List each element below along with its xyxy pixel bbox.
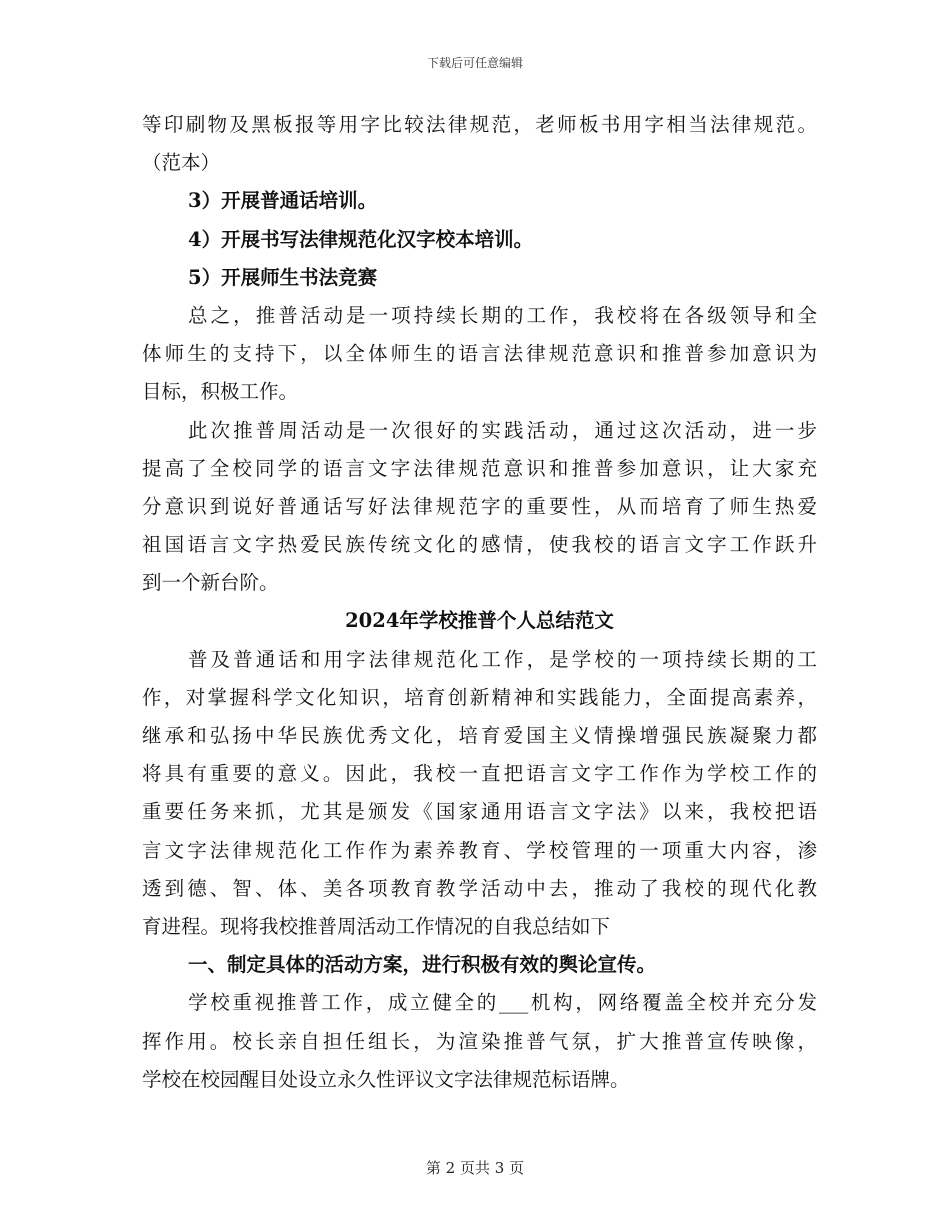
text-line: 提高了全校同学的语言文字法律规范意识和推普参加意识，让大家充 bbox=[142, 456, 817, 480]
page-header: 下载后可任意编辑 bbox=[426, 56, 523, 70]
text-line: 挥作用。校长亲自担任组长，为渲染推普气氛，扩大推普宣传映像， bbox=[142, 1029, 817, 1053]
text-line: 学校重视推普工作，成立健全的___机构，网络覆盖全校并充分发 bbox=[188, 991, 817, 1015]
text-line: 此次推普周活动是一次很好的实践活动，通过这次活动，进一步 bbox=[188, 418, 817, 442]
text-line: 学校在校园醒目处设立永久性评议文字法律规范标语牌。 bbox=[142, 1067, 630, 1091]
list-item: 3）开展普通话培训。 bbox=[188, 189, 378, 213]
text-line: 普及普通话和用字法律规范化工作，是学校的一项持续长期的工 bbox=[188, 647, 817, 671]
text-line: 总之，推普活动是一项持续长期的工作，我校将在各级领导和全 bbox=[188, 303, 817, 327]
text-line: 到一个新台阶。 bbox=[142, 571, 279, 595]
page-footer: 第 2 页共 3 页 bbox=[425, 1159, 525, 1177]
section-heading: 一、制定具体的活动方案，进行积极有效的舆论宣传。 bbox=[188, 953, 657, 977]
text-line: （范本） bbox=[142, 151, 221, 175]
text-line: 透到德、智、体、美各项教育教学活动中去，推动了我校的现代化教 bbox=[142, 876, 817, 900]
section-title: 2024年学校推普个人总结范文 bbox=[345, 609, 614, 633]
list-item: 5）开展师生书法竞赛 bbox=[188, 265, 378, 289]
text-line: 将具有重要的意义。因此，我校一直把语言文字工作作为学校工作的 bbox=[142, 762, 817, 786]
text-line: 重要任务来抓，尤其是颁发《国家通用语言文字法》以来，我校把语 bbox=[142, 800, 817, 824]
text-line: 体师生的支持下，以全体师生的语言法律规范意识和推普参加意识为 bbox=[142, 342, 817, 366]
text-line: 分意识到说好普通话写好法律规范字的重要性，从而培育了师生热爱 bbox=[142, 494, 817, 518]
text-line: 继承和弘扬中华民族优秀文化，培育爱国主义情操增强民族凝聚力都 bbox=[142, 724, 817, 747]
text-line: 目标，积极工作。 bbox=[142, 380, 299, 404]
text-line: 言文字法律规范化工作作为素养教育、学校管理的一项重大内容，渗 bbox=[142, 838, 817, 862]
text-line: 祖国语言文字热爱民族传统文化的感情，使我校的语言文字工作跃升 bbox=[142, 533, 817, 557]
text-line: 等印刷物及黑板报等用字比较法律规范，老师板书用字相当法律规范。 bbox=[142, 113, 817, 136]
text-line: 作，对掌握科学文化知识，培育创新精神和实践能力，全面提高素养， bbox=[142, 685, 817, 709]
text-line: 育进程。现将我校推普周活动工作情况的自我总结如下 bbox=[142, 914, 611, 938]
list-item: 4）开展书写法律规范化汉字校本培训。 bbox=[188, 227, 534, 251]
document-body bbox=[142, 106, 817, 1099]
